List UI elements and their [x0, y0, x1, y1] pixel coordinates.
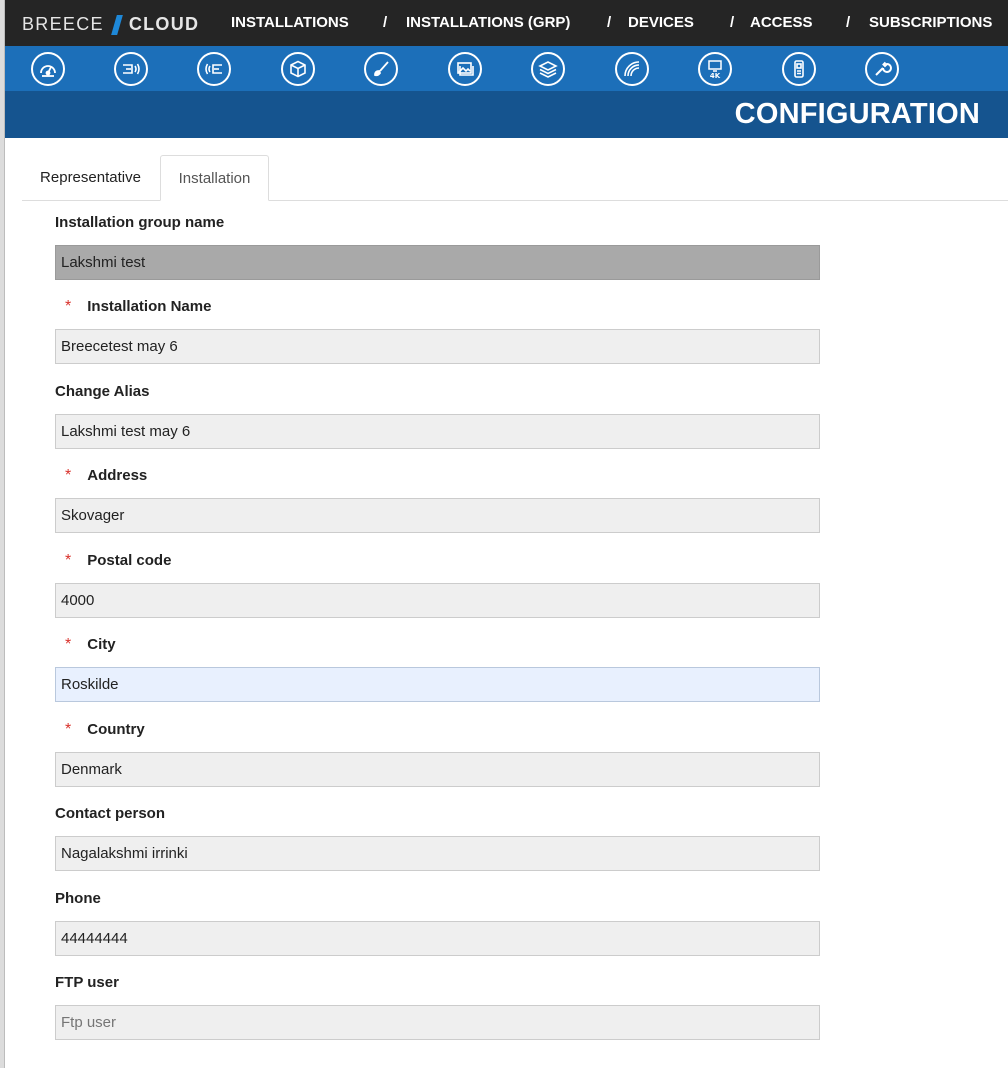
nav-devices[interactable]: DEVICES — [628, 14, 694, 31]
layers-icon[interactable] — [531, 52, 565, 86]
nav-subscriptions[interactable]: SUBSCRIPTIONS — [869, 14, 993, 31]
address-input[interactable] — [55, 498, 820, 533]
nav-installations[interactable]: INSTALLATIONS — [231, 14, 349, 31]
contact-person-input[interactable] — [55, 836, 820, 871]
mobile-phone-icon[interactable] — [782, 52, 816, 86]
radar-icon[interactable] — [615, 52, 649, 86]
top-navigation-bar — [5, 0, 1008, 46]
main-nav — [5, 14, 1008, 34]
wrench-icon[interactable] — [865, 52, 899, 86]
package-icon[interactable] — [281, 52, 315, 86]
svg-text:4K: 4K — [709, 72, 721, 79]
contact-person-label: Contact person — [55, 805, 166, 822]
brand-name-part1: BREECE — [22, 14, 104, 34]
tab-bar — [22, 155, 1008, 201]
tab-installation[interactable]: Installation — [160, 155, 269, 201]
installation-name-label: * Installation Name — [65, 298, 212, 315]
brand-name-part2: CLOUD — [128, 14, 200, 34]
module-icon-toolbar — [5, 46, 1008, 91]
window-left-edge — [0, 0, 5, 1068]
required-marker: * — [65, 552, 72, 569]
group-name-input — [55, 245, 820, 280]
nav-access[interactable]: ACCESS — [750, 14, 813, 31]
brush-icon[interactable] — [364, 52, 398, 86]
page-title: CONFIGURATION — [734, 98, 980, 130]
alias-label: Change Alias — [55, 383, 150, 400]
input-signal-icon[interactable] — [197, 52, 231, 86]
alias-input[interactable] — [55, 414, 820, 449]
4k-monitor-icon[interactable] — [698, 52, 732, 86]
phone-input[interactable] — [55, 921, 820, 956]
required-marker: * — [65, 721, 72, 738]
required-marker: * — [65, 636, 72, 653]
nav-separator: / — [383, 14, 388, 31]
image-gallery-icon[interactable] — [448, 52, 482, 86]
city-label: * City — [65, 636, 116, 653]
nav-installations-grp[interactable]: INSTALLATIONS (GRP) — [406, 14, 571, 31]
ftp-user-label: FTP user — [55, 974, 119, 991]
required-marker: * — [65, 298, 72, 315]
ftp-user-input[interactable] — [55, 1005, 820, 1040]
address-label: * Address — [65, 467, 148, 484]
dashboard-icon[interactable] — [31, 52, 65, 86]
installation-name-input[interactable] — [55, 329, 820, 364]
city-input[interactable] — [55, 667, 820, 702]
required-marker: * — [65, 467, 72, 484]
nav-separator: / — [607, 14, 612, 31]
phone-label: Phone — [55, 890, 101, 907]
nav-separator: / — [846, 14, 851, 31]
group-name-label: Installation group name — [55, 214, 225, 231]
postal-code-input[interactable] — [55, 583, 820, 618]
nav-separator: / — [730, 14, 735, 31]
postal-code-label: * Postal code — [65, 552, 172, 569]
tab-representative[interactable]: Representative — [40, 169, 141, 186]
output-signal-icon[interactable] — [114, 52, 148, 86]
page-header-bar — [5, 91, 1008, 138]
country-input[interactable] — [55, 752, 820, 787]
country-label: * Country — [65, 721, 145, 738]
